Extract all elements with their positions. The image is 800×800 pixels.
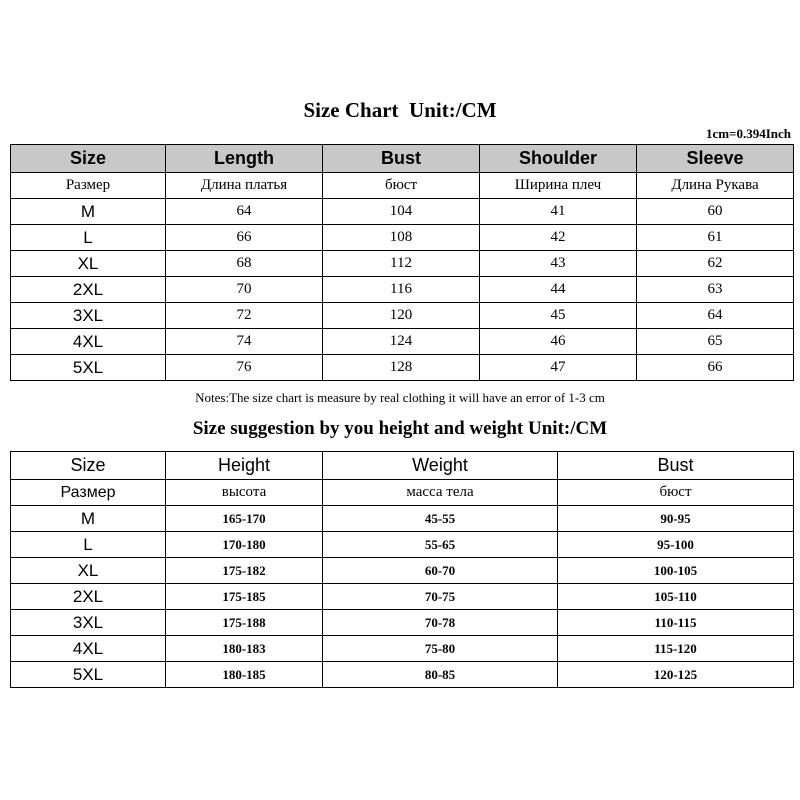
suggestion-value-cell: 55-65	[323, 532, 558, 558]
suggestion-size-cell: L	[11, 532, 166, 558]
size-chart-value-cell: 64	[637, 303, 794, 329]
size-chart-header-cell: Shoulder	[480, 145, 637, 173]
suggestion-value-cell: 115-120	[558, 636, 794, 662]
size-chart-row	[11, 355, 794, 381]
suggestion-value-cell: 175-188	[166, 610, 323, 636]
suggestion-row	[11, 506, 794, 532]
size-chart-header-cell: Length	[166, 145, 323, 173]
suggestion-size-cell: 5XL	[11, 662, 166, 688]
size-chart-value-cell: 128	[323, 355, 480, 381]
size-chart-value-cell: 41	[480, 199, 637, 225]
size-chart-value-cell: 46	[480, 329, 637, 355]
size-chart-value-cell: 112	[323, 251, 480, 277]
suggestion-russian-header-cell: бюст	[558, 480, 794, 506]
suggestion-row	[11, 558, 794, 584]
suggestion-value-cell: 165-170	[166, 506, 323, 532]
size-chart-size-cell: 3XL	[11, 303, 166, 329]
size-chart-row	[11, 251, 794, 277]
size-chart-header-cell: Sleeve	[637, 145, 794, 173]
suggestion-size-cell: 4XL	[11, 636, 166, 662]
size-chart-table	[10, 144, 794, 381]
size-chart-value-cell: 72	[166, 303, 323, 329]
suggestion-size-cell: 3XL	[11, 610, 166, 636]
suggestion-value-cell: 175-185	[166, 584, 323, 610]
size-suggestion-title: Size suggestion by you height and weight Unit:/CM	[192, 418, 608, 439]
suggestion-size-cell: 2XL	[11, 584, 166, 610]
suggestion-row	[11, 584, 794, 610]
suggestion-value-cell: 180-183	[166, 636, 323, 662]
size-chart-value-cell: 66	[166, 225, 323, 251]
suggestion-value-cell: 80-85	[323, 662, 558, 688]
size-chart-row	[11, 303, 794, 329]
size-chart-size-cell: XL	[11, 251, 166, 277]
size-chart-value-cell: 76	[166, 355, 323, 381]
measurement-notes: Notes:The size chart is measure by real clothing it will have an error of 1-3 cm	[195, 390, 605, 405]
size-chart-russian-header-cell: Длина Рукава	[637, 173, 794, 199]
size-chart-russian-header-cell: Длина платья	[166, 173, 323, 199]
suggestion-value-cell: 75-80	[323, 636, 558, 662]
size-chart-russian-header-cell: Ширина плеч	[480, 173, 637, 199]
suggestion-value-cell: 70-78	[323, 610, 558, 636]
suggestion-value-cell: 105-110	[558, 584, 794, 610]
size-chart-value-cell: 65	[637, 329, 794, 355]
size-chart-value-cell: 43	[480, 251, 637, 277]
size-chart-value-cell: 66	[637, 355, 794, 381]
suggestion-size-cell: XL	[11, 558, 166, 584]
size-chart-russian-header-cell: Размер	[11, 173, 166, 199]
size-chart-value-cell: 64	[166, 199, 323, 225]
suggestion-header-cell: Weight	[323, 452, 558, 480]
size-chart-size-cell: 5XL	[11, 355, 166, 381]
suggestion-value-cell: 70-75	[323, 584, 558, 610]
suggestion-row	[11, 532, 794, 558]
size-chart-russian-header-row	[11, 173, 794, 199]
size-chart-value-cell: 44	[480, 277, 637, 303]
suggestion-value-cell: 175-182	[166, 558, 323, 584]
size-chart-value-cell: 108	[323, 225, 480, 251]
size-chart-row	[11, 199, 794, 225]
size-chart-value-cell: 104	[323, 199, 480, 225]
size-chart-value-cell: 47	[480, 355, 637, 381]
suggestion-value-cell: 170-180	[166, 532, 323, 558]
size-chart-value-cell: 68	[166, 251, 323, 277]
size-chart-value-cell: 60	[637, 199, 794, 225]
suggestion-row	[11, 662, 794, 688]
size-chart-title: Size Chart Unit:/CM	[303, 98, 497, 122]
conversion-note: 1cm=0.394Inch	[705, 126, 791, 141]
suggestion-row	[11, 610, 794, 636]
suggestion-value-cell: 60-70	[323, 558, 558, 584]
size-chart-row	[11, 277, 794, 303]
size-chart-value-cell: 42	[480, 225, 637, 251]
size-chart-value-cell: 45	[480, 303, 637, 329]
suggestion-value-cell: 45-55	[323, 506, 558, 532]
size-chart-value-cell: 62	[637, 251, 794, 277]
suggestion-value-cell: 120-125	[558, 662, 794, 688]
size-chart-value-cell: 74	[166, 329, 323, 355]
suggestion-value-cell: 110-115	[558, 610, 794, 636]
size-chart-size-cell: 2XL	[11, 277, 166, 303]
suggestion-value-cell: 95-100	[558, 532, 794, 558]
size-chart-value-cell: 70	[166, 277, 323, 303]
size-chart-size-cell: M	[11, 199, 166, 225]
size-chart-value-cell: 116	[323, 277, 480, 303]
suggestion-row	[11, 636, 794, 662]
suggestion-value-cell: 100-105	[558, 558, 794, 584]
size-chart-row	[11, 225, 794, 251]
size-chart-row	[11, 329, 794, 355]
size-chart-value-cell: 63	[637, 277, 794, 303]
size-chart-header-cell: Size	[11, 145, 166, 173]
size-suggestion-table	[10, 451, 794, 688]
suggestion-value-cell: 180-185	[166, 662, 323, 688]
suggestion-header-cell: Bust	[558, 452, 794, 480]
suggestion-russian-header-cell: масса тела	[323, 480, 558, 506]
size-chart-value-cell: 124	[323, 329, 480, 355]
size-chart-header-row	[11, 145, 794, 173]
size-chart-header-cell: Bust	[323, 145, 480, 173]
suggestion-russian-header-cell: Размер	[11, 480, 166, 506]
size-chart-size-cell: L	[11, 225, 166, 251]
size-chart-value-cell: 61	[637, 225, 794, 251]
size-chart-russian-header-cell: бюст	[323, 173, 480, 199]
suggestion-russian-header-cell: высота	[166, 480, 323, 506]
suggestion-header-row	[11, 452, 794, 480]
size-chart-value-cell: 120	[323, 303, 480, 329]
suggestion-size-cell: M	[11, 506, 166, 532]
suggestion-header-cell: Height	[166, 452, 323, 480]
suggestion-header-cell: Size	[11, 452, 166, 480]
size-chart-size-cell: 4XL	[11, 329, 166, 355]
suggestion-russian-header-row	[11, 480, 794, 506]
suggestion-value-cell: 90-95	[558, 506, 794, 532]
